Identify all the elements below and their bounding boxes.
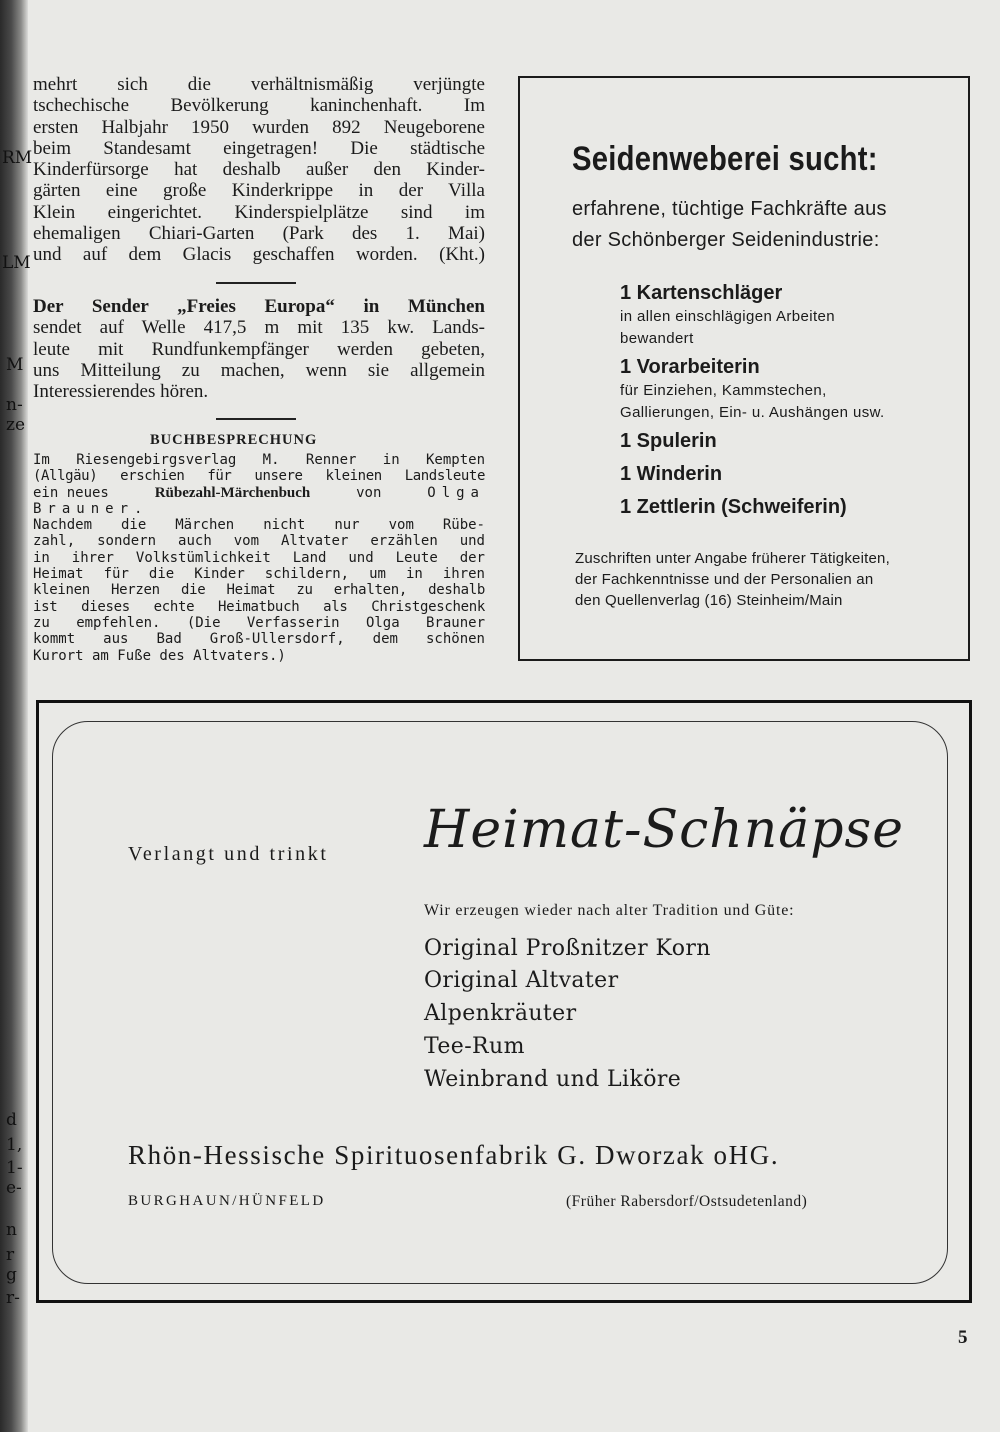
news-paragraph-birthrate	[33, 74, 485, 266]
company-former-location: (Früher Rabersdorf/Ostsudetenland)	[566, 1193, 808, 1210]
margin-fragment: e-	[6, 1178, 22, 1198]
liquor-tagline: Wir erzeugen wieder nach alter Tradition und Güte:	[424, 902, 795, 919]
margin-fragment: 1,	[6, 1135, 23, 1155]
footer-line: der Fachkenntnisse und der Personalien an	[575, 571, 874, 588]
product-item: Alpenkräuter	[424, 1001, 577, 1026]
margin-fragment: RM	[2, 148, 33, 168]
author-last-name: Brauner.	[33, 500, 149, 517]
text-line: Heimat für die Kinder schildern, um in ihren	[33, 566, 485, 583]
text-line: mehrt sich die verhältnismäßig verjüngte	[33, 74, 485, 95]
text-line: Kurort am Fuße des Altvaters.)	[33, 647, 286, 664]
text-line: ehemaligen Chiari-Garten (Park des 1. Mai)	[33, 223, 485, 245]
news-paragraph-radio	[33, 296, 485, 402]
job-title: 1 Vorarbeiterin	[620, 356, 760, 378]
margin-fragment: r	[6, 1245, 15, 1265]
company-location: BURGHAUN/HÜNFELD	[128, 1193, 326, 1209]
text-line: und auf dem Glacis geschaffen worden. (Kht.)	[33, 244, 485, 266]
product-item: Original Altvater	[424, 968, 619, 993]
text-fragment: von	[356, 484, 382, 501]
text-line: in ihrer Volkstümlichkeit Land und Leute der	[33, 549, 485, 566]
desc-line: Gallierungen, Ein- u. Aushängen usw.	[620, 404, 885, 421]
text-line: leute mit Rundfunkempfänger werden gebeten,	[33, 338, 485, 360]
product-item: Original Proßnitzer Korn	[424, 936, 711, 961]
liquor-ad-lead: Verlangt und trinkt	[128, 843, 329, 865]
product-item: Weinbrand und Liköre	[424, 1067, 682, 1092]
text-line: sendet auf Welle 417,5 m mit 135 kw. Lands-	[33, 317, 485, 339]
author-first-name: Olga	[427, 484, 485, 501]
section-divider	[216, 418, 296, 420]
text-fragment: ein neues	[33, 484, 109, 501]
margin-fragment: n-	[6, 395, 23, 415]
job-title: 1 Winderin	[620, 463, 723, 485]
text-line: Im Riesengebirgsverlag M. Renner in Kempten	[33, 452, 485, 468]
desc-line: in allen einschlägigen Arbeiten	[620, 308, 836, 325]
text-line: ist dieses echte Heimatbuch als Christgeschenk	[33, 598, 485, 615]
text-line: Interessierendes hören.	[33, 381, 209, 403]
text-line: (Allgäu) erschien für unsere kleinen Landsleute	[33, 468, 485, 485]
section-divider	[216, 282, 296, 284]
text-line: tschechische Bevölkerung kaninchenhaft. Im	[33, 95, 485, 117]
company-name: Rhön-Hessische Spirituosenfabrik G. Dworzak oHG.	[128, 1140, 780, 1170]
margin-fragment: ze	[6, 415, 26, 435]
text-line	[33, 485, 485, 501]
margin-fragment: LM	[2, 253, 31, 273]
text-line: Klein eingerichtet. Kinderspielplätze sind im	[33, 201, 485, 223]
job-ad-subtitle	[572, 194, 887, 256]
desc-line: für Einziehen, Kammstechen,	[620, 382, 827, 399]
margin-fragment: g	[6, 1265, 17, 1285]
job-description	[620, 380, 885, 424]
book-review-heading: BUCHBESPRECHUNG	[150, 432, 318, 448]
text-line: Nachdem die Märchen nicht nur vom Rübe-	[33, 517, 485, 534]
job-title: 1 Zettlerin (Schweiferin)	[620, 496, 847, 518]
liquor-brand-title: Heimat-Schnäpse	[424, 800, 905, 860]
job-ad-title: Seidenweberei sucht:	[572, 140, 878, 178]
margin-fragment: 1-	[6, 1158, 23, 1178]
job-title: 1 Kartenschläger	[620, 282, 783, 304]
text-line: Kinderfürsorge hat deshalb außer den Kinder-	[33, 159, 485, 181]
margin-fragment: n	[6, 1220, 17, 1240]
text-line: zahl, sondern auch vom Altvater erzählen und	[33, 533, 485, 550]
footer-line: Zuschriften unter Angabe früherer Tätigkeiten,	[575, 550, 890, 567]
book-review	[33, 452, 485, 664]
text-line: gärten eine große Kinderkrippe in der Villa	[33, 180, 485, 202]
text-line: kleinen Herzen die Heimat zu erhalten, deshalb	[33, 582, 485, 599]
job-description	[620, 306, 835, 350]
page-gutter-shadow	[0, 0, 28, 1432]
text-line: kommt aus Bad Groß-Ullersdorf, dem schönen	[33, 631, 485, 648]
text-line: beim Standesamt eingetragen! Die städtische	[33, 137, 485, 159]
page-number: 5	[958, 1327, 968, 1348]
footer-line: den Quellenverlag (16) Steinheim/Main	[575, 592, 843, 609]
margin-fragment: M	[6, 355, 24, 375]
radio-lead: Der Sender „Freies Europa“ in München	[33, 296, 485, 317]
job-title: 1 Spulerin	[620, 430, 717, 452]
job-ad-footer	[575, 548, 890, 611]
text-line: ersten Halbjahr 1950 wurden 892 Neugeborene	[33, 116, 485, 138]
margin-fragment: d	[6, 1110, 17, 1130]
desc-line: bewandert	[620, 330, 694, 347]
book-title: Rübezahl-Märchenbuch	[154, 484, 311, 501]
product-item: Tee-Rum	[424, 1034, 525, 1059]
margin-fragment: r-	[6, 1288, 20, 1308]
subtitle-line: erfahrene, tüchtige Fachkräfte aus	[572, 198, 887, 220]
text-line: uns Mitteilung zu machen, wenn sie allgemein	[33, 359, 485, 381]
subtitle-line: der Schönberger Seidenindustrie:	[572, 229, 880, 251]
text-line: zu empfehlen. (Die Verfasserin Olga Brauner	[33, 614, 485, 631]
